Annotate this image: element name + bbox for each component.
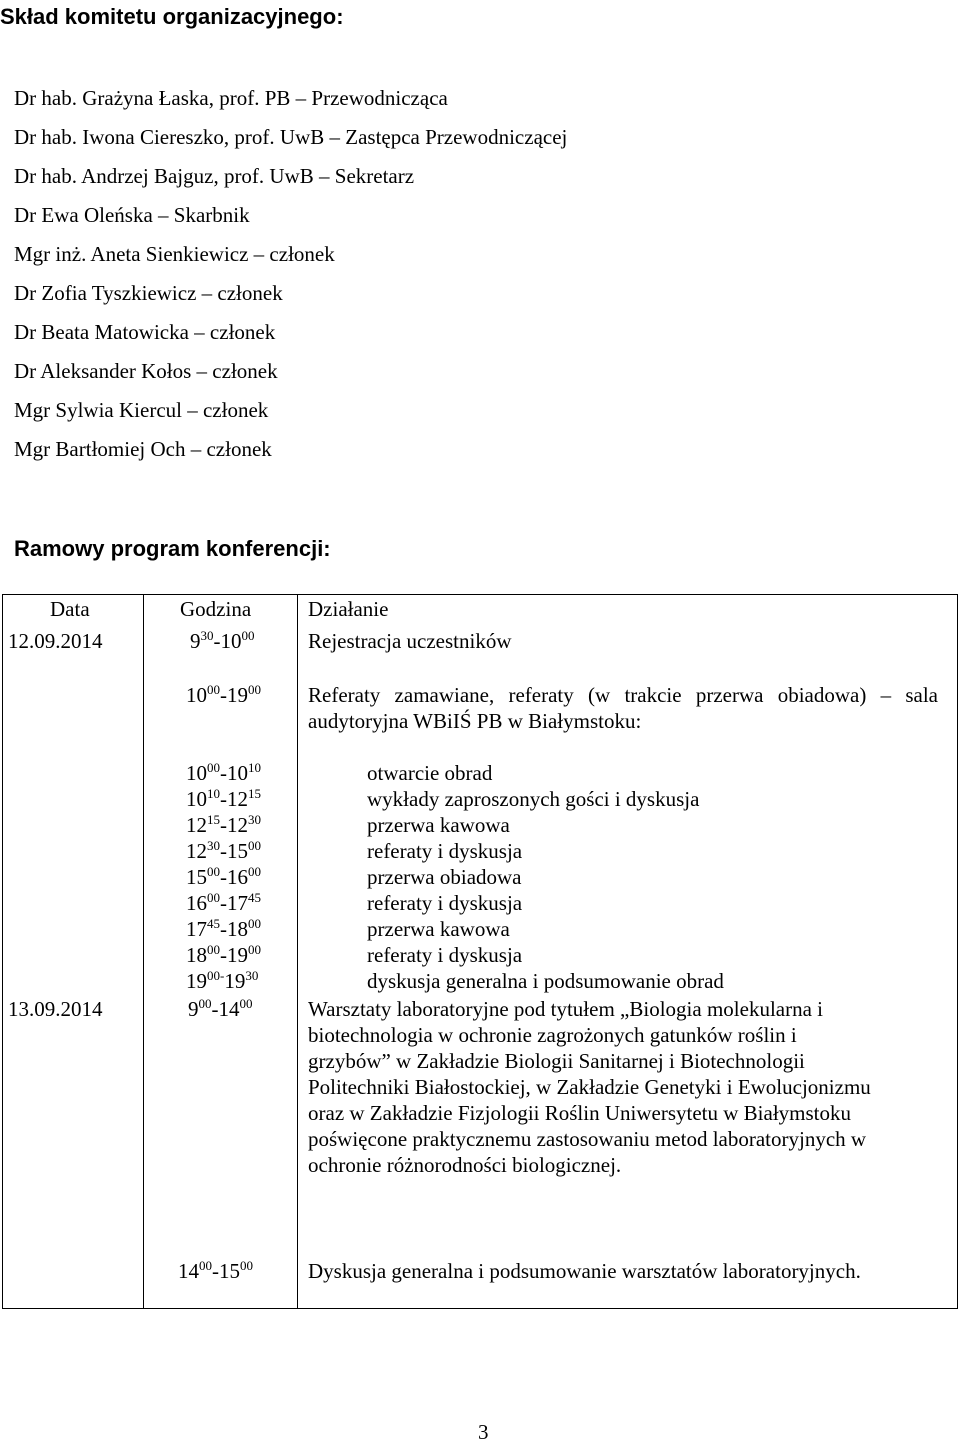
time-range: $9^{00}-14^{00}$ [188,995,253,1021]
time-range: $17^{45}-18^{00}$ [186,915,262,941]
header-date: Data [50,597,90,621]
time-range: $12^{30}-15^{00}$ [186,837,262,863]
time-range: $16^{00}-17^{45}$ [186,889,262,915]
committee-member: Dr Beata Matowicka – członek [14,320,276,344]
registration-text: Rejestracja uczestników [308,629,512,653]
workshop-line: Politechniki Białostockiej, w Zakładzie Genetyki i Ewolucjonizmu [308,1075,871,1099]
workshop-line: biotechnologia w ochronie zagrożonych gatunków roślin i [308,1023,797,1047]
committee-member: Dr Ewa Oleńska – Skarbnik [14,203,250,227]
header-time: Godzina [180,597,252,621]
page-number: 3 [478,1420,489,1444]
schedule-item: przerwa obiadowa [367,865,522,889]
committee-member: Dr hab. Iwona Ciereszko, prof. UwB – Zastępca Przewodniczącej [14,125,568,149]
schedule-item: przerwa kawowa [367,813,510,837]
discussion-text: Dyskusja generalna i podsumowanie warsztatów laboratoryjnych. [308,1259,861,1283]
day2-date: 13.09.2014 [8,997,103,1021]
time-range: $18^{00}-19^{00}$ [186,941,262,967]
table-border-left [2,594,3,1309]
committee-member: Mgr Sylwia Kiercul – członek [14,398,269,422]
committee-member: Dr Aleksander Kołos – członek [14,359,278,383]
time-range: $10^{10}-12^{15}$ [186,785,262,811]
time-range: $14^{00}-15^{00}$ [178,1257,254,1283]
table-divider-col1 [143,594,144,1309]
workshop-line: grzybów” w Zakładzie Biologii Sanitarnej i Biotechnologii [308,1049,805,1073]
committee-member: Dr hab. Andrzej Bajguz, prof. UwB – Sekretarz [14,164,415,188]
committee-title: Skład komitetu organizacyjnego: [0,4,344,29]
time-range: $9^{30}-10^{00}$ [190,627,255,653]
committee-member: Dr Zofia Tyszkiewicz – członek [14,281,283,305]
committee-member: Mgr inż. Aneta Sienkiewicz – członek [14,242,335,266]
workshop-line: Warsztaty laboratoryjne pod tytułem „Biologia molekularna i [308,997,823,1021]
workshop-line: poświęcone praktycznemu zastosowaniu metod laboratoryjnych w [308,1127,867,1151]
day1-date: 12.09.2014 [8,629,103,653]
schedule-item: referaty i dyskusja [367,839,523,863]
committee-member: Mgr Bartłomiej Och – członek [14,437,272,461]
time-range: $19^{00-}19^{30}$ [186,967,259,993]
schedule-item: otwarcie obrad [367,761,493,785]
schedule-item: wykłady zaproszonych gości i dyskusja [367,787,700,811]
schedule-item: dyskusja generalna i podsumowanie obrad [367,969,724,993]
schedule-item: referaty i dyskusja [367,891,523,915]
time-range: $10^{00}-19^{00}$ [186,681,262,707]
table-border-right [957,594,958,1309]
workshop-line: oraz w Zakładzie Fizjologii Roślin Uniwersytetu w Białymstoku [308,1101,851,1125]
schedule-item: przerwa kawowa [367,917,510,941]
schedule-item: referaty i dyskusja [367,943,523,967]
program-title: Ramowy program konferencji: [14,536,331,561]
table-border-top [2,594,958,595]
table-divider-col2 [297,594,298,1309]
workshop-line: ochronie różnorodności biologicznej. [308,1153,622,1177]
header-action: Działanie [308,597,389,621]
table-border-bottom [2,1308,958,1309]
committee-member: Dr hab. Grażyna Łaska, prof. PB – Przewodnicząca [14,86,448,110]
time-range: $12^{15}-12^{30}$ [186,811,262,837]
session-text: Referaty zamawiane, referaty (w trakcie przerwa obiadowa) – sala audytoryjna WBiIŚ PB w Białymstoku: [308,683,938,733]
time-range: $10^{00}-10^{10}$ [186,759,262,785]
time-range: $15^{00}-16^{00}$ [186,863,262,889]
